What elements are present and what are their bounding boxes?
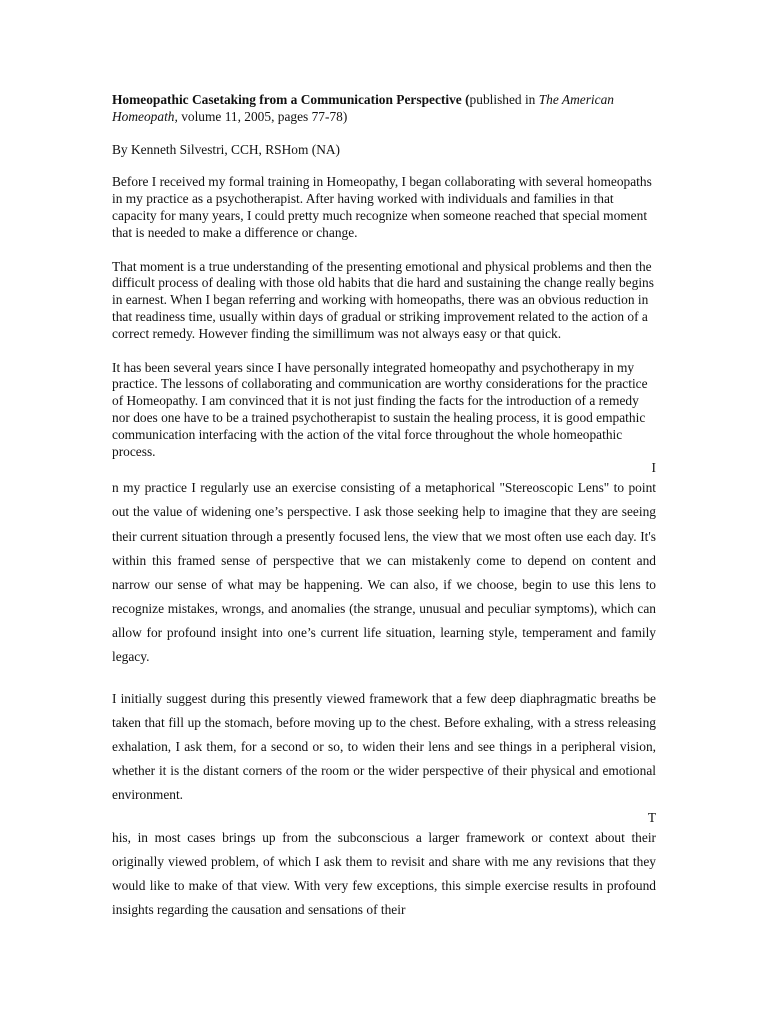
paragraph-1: Before I received my formal training in Homeopathy, I began collaborating with several homeopaths in my practice as a psychotherapist. After having worked with individuals and families in that capacity for many years, I could pretty much recognize when someone reached that special moment that is needed to make a difference or change. [112,174,652,240]
orphan-letter-2: T [647,809,656,825]
title-text: Homeopathic Casetaking from a Communication Perspective ( [112,92,470,107]
paragraph-5: I initially suggest during this presently viewed framework that a few deep diaphragmatic breaths be taken that fill up the stomach, before moving up to the chest. Before exhaling, with a stress releasing exhalation, I ask them, for a second or so, to widen their lens and see things in a peripheral vision, whether it is the distant corners of the room or the wider perspective of their physical and emotional environment. [112,691,656,803]
paragraph-6: his, in most cases brings up from the subconscious a larger framework or context about their originally viewed problem, of which I ask them to revisit and share with me any revisions that they would like to make of that view. With very few exceptions, this simple exercise results in profound insights regarding the causation and sensations of their [112,829,656,917]
publication-details: volume 11, 2005, pages 77-78) [177,108,348,124]
document-page [112,92,656,922]
paragraph-4: n my practice I regularly use an exercise consisting of a metaphorical "Stereoscopic Lens" to point out the value of widening one’s perspective. I ask those seeking help to imagine that they are seeing their current situation through a presently focused lens, the view that we most often use each day. It's within this framed sense of perspective that we can mistakenly come to depend on content and narrow our sense of what may be happening. We can also, if we choose, begin to use this lens to recognize mistakes, wrongs, and anomalies (the strange, unusual and peculiar symptoms), which can allow for profound insight into one’s current life situation, learning style, temperament and family legacy. [112,480,656,664]
document-title [112,92,656,126]
paragraph-3: It has been several years since I have personally integrated homeopathy and psychotherapy in my practice. The lessons of collaborating and communication are worthy considerations for the practice of Homeopathy. I am convinced that it is not just finding the facts for the introduction of a remedy nor does one have to be a trained psychotherapist to sustain the healing process, it is good empathic communication interfacing with the action of the vital force throughout the whole homeopathic process. [112,359,648,459]
publication-prefix: published in [469,92,539,107]
paragraph-2: That moment is a true understanding of the presenting emotional and physical problems and then the difficult process of dealing with those old habits that die hard and sustaining the change really begins in earnest. When I began referring and working with homeopaths, there was an obvious reduction in that readiness time, usually within days of gradual or striking improvement related to the action of a correct remedy. However finding the simillimum was not always easy or that quick. [112,258,654,341]
journal-name: The American Homeopath, [112,92,614,124]
orphan-letter-1: I [651,460,656,476]
byline: By Kenneth Silvestri, CCH, RSHom (NA) [112,141,341,157]
